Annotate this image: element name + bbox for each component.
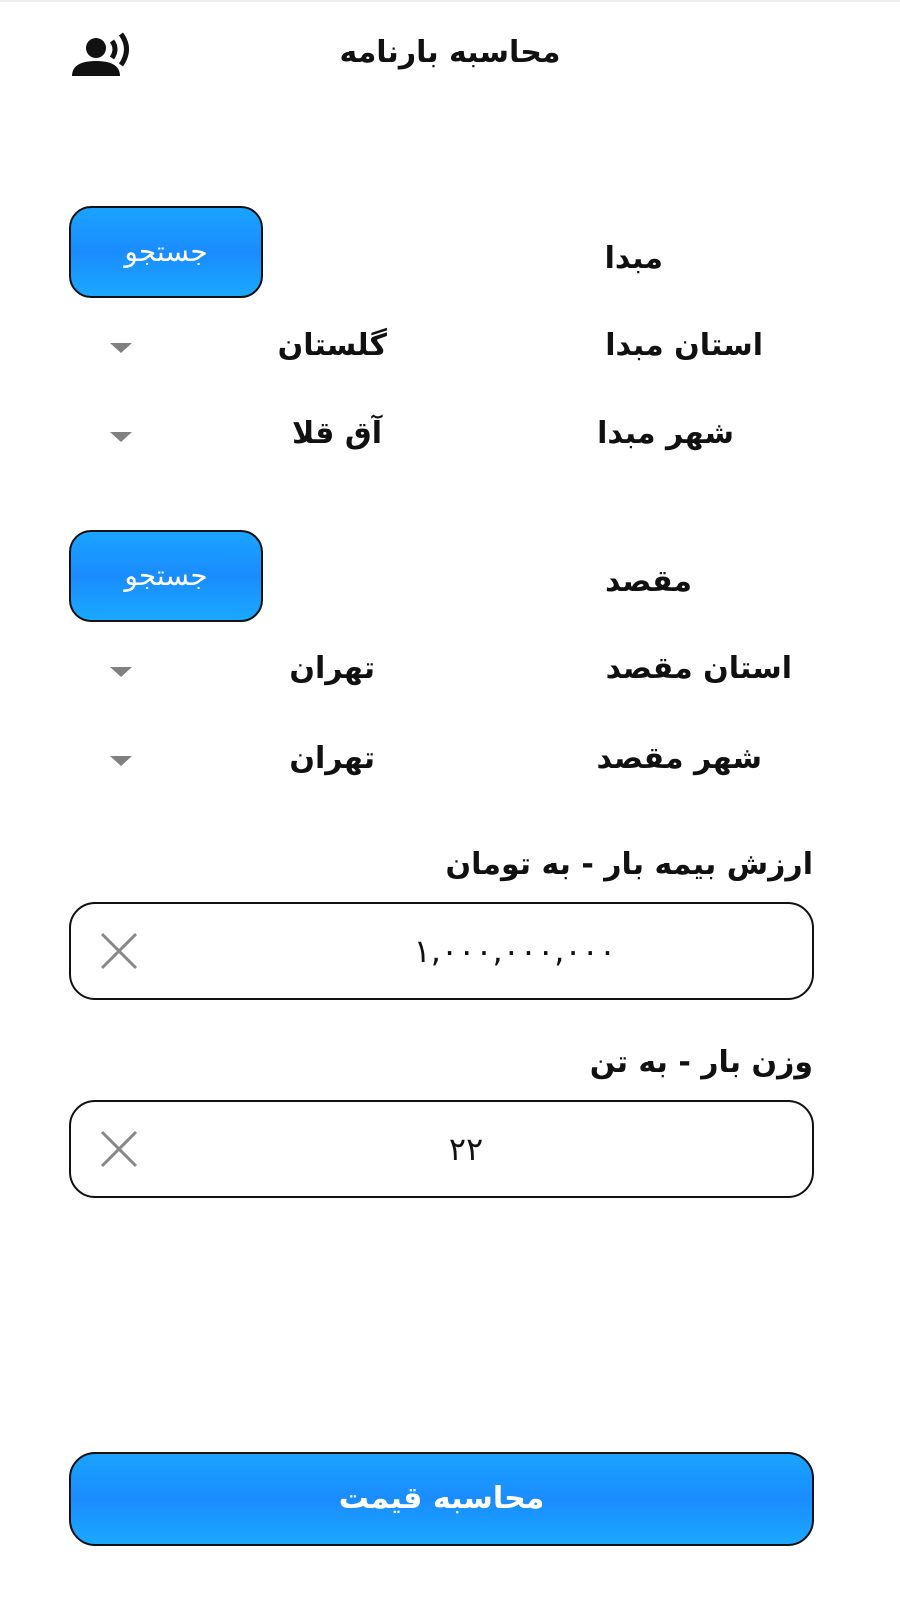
destination-province-select[interactable]: تهران — [289, 651, 375, 686]
origin-province-label: استان مبدا — [605, 328, 763, 363]
voice-person-icon[interactable] — [70, 32, 136, 78]
origin-city-dropdown-icon[interactable] — [110, 432, 132, 442]
insurance-value-input[interactable] — [69, 902, 814, 1000]
destination-province-label: استان مقصد — [605, 651, 792, 686]
destination-province-dropdown-icon[interactable] — [110, 667, 132, 677]
destination-city-label: شهر مقصد — [596, 741, 762, 776]
clear-weight-icon[interactable] — [99, 1129, 139, 1169]
weight-input[interactable] — [69, 1100, 814, 1198]
page-title: محاسبه بارنامه — [339, 35, 561, 70]
destination-section-label: مقصد — [604, 564, 692, 599]
origin-section-label: مبدا — [604, 241, 663, 276]
origin-search-button[interactable]: جستجو — [69, 206, 263, 298]
weight-value-text[interactable]: ۲۲ — [448, 1130, 484, 1168]
destination-city-dropdown-icon[interactable] — [110, 756, 132, 766]
origin-province-select[interactable]: گلستان — [277, 328, 387, 363]
calculate-price-button[interactable]: محاسبه قیمت — [69, 1452, 814, 1546]
destination-city-select[interactable]: تهران — [289, 741, 375, 776]
top-divider — [0, 0, 900, 2]
origin-province-dropdown-icon[interactable] — [110, 343, 132, 353]
insurance-value-label: ارزش بیمه بار - به تومان — [445, 847, 813, 882]
weight-label: وزن بار - به تن — [589, 1045, 813, 1080]
insurance-value-text[interactable]: ۱,۰۰۰,۰۰۰,۰۰۰ — [413, 932, 616, 970]
origin-city-select[interactable]: آق قلا — [292, 416, 382, 451]
destination-search-button[interactable]: جستجو — [69, 530, 263, 622]
clear-insurance-icon[interactable] — [99, 931, 139, 971]
origin-city-label: شهر مبدا — [597, 416, 734, 451]
